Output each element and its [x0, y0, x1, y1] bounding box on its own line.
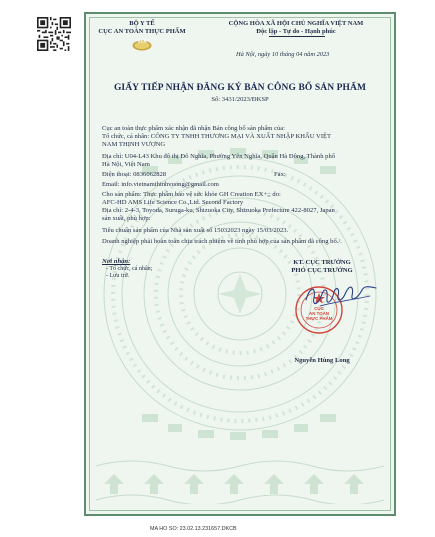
- document-code: MA HO SO: 23.02.13.231657.DKCB: [150, 526, 237, 532]
- stamp-text-middle: AN TOÀN: [309, 311, 329, 316]
- country-name: CỘNG HÒA XÃ HỘI CHỦ NGHĨA VIỆT NAM: [228, 20, 364, 27]
- decorative-band: [96, 454, 384, 504]
- certificate-frame: [84, 12, 396, 516]
- address-line-1: Địa chỉ: U04-L43 Khu đô thị Đô Nghĩa, Phường Yên Nghĩa, Quận Hà Đông, Thành phố: [102, 153, 336, 160]
- organization-line-2: NAM THỊNH VƯỢNG: [102, 141, 166, 148]
- motto: Độc lập - Tự do - Hạnh phúc: [256, 28, 336, 35]
- signer-role-2: PHÓ CỤC TRƯỞNG: [291, 267, 353, 274]
- signer-name: Nguyễn Hùng Long: [294, 357, 350, 364]
- intro-line: Cục an toàn thực phẩm xác nhận đã nhận Bản công bố sản phẩm của:: [102, 125, 286, 132]
- motto-underline: [269, 36, 325, 37]
- document-number: Số: 3431/2023/ĐKSP: [211, 96, 269, 103]
- address-line-2: Hà Nội, Việt Nam: [102, 161, 150, 168]
- manufacturer-line: AFC-HD AMS Life Science Co.,Ltd. Second Factory: [102, 199, 244, 206]
- agency-name: CỤC AN TOÀN THỰC PHẨM: [98, 28, 186, 35]
- qr-code-icon: [37, 17, 71, 51]
- manufacturer-address-line-2: sản xuất, phù hợp:: [102, 215, 151, 222]
- vfa-logo-text: VFA: [137, 39, 147, 45]
- place-date: Hà Nội, ngày 10 tháng 04 năm 2023: [236, 51, 330, 58]
- recipient-item: - Lưu trữ.: [106, 273, 130, 279]
- stamp-text-bottom: THỰC PHẨM: [305, 316, 333, 321]
- recipients-label: Nơi nhận:: [102, 258, 131, 265]
- document-title: GIẤY TIẾP NHẬN ĐĂNG KÝ BẢN CÔNG BỐ SẢN PHẨM: [113, 83, 367, 93]
- standard-line: Tiêu chuẩn sản phẩm của Nhà sản xuất số 15032023 ngày 15/03/2023.: [102, 227, 289, 234]
- phone-line: Điện thoại: 0836062828: [102, 171, 167, 178]
- vfa-logo: [132, 38, 152, 49]
- handwritten-signature: [300, 276, 380, 320]
- stamp-text-top: CỤC: [314, 306, 324, 311]
- recipient-item: - Tổ chức, cá nhân;: [106, 266, 153, 272]
- responsibility-line: Doanh nghiệp phải hoàn toàn chịu trách nhiệm về tính phù hợp của sản phẩm đã công bố./.: [102, 238, 342, 245]
- email-line: Email: info.vietnamthinhvuong@gmail.com: [102, 181, 219, 188]
- signer-role-1: KT. CỤC TRƯỞNG: [293, 259, 351, 266]
- fax-line: Fax:: [274, 171, 286, 178]
- ministry-name: BỘ Y TẾ: [129, 20, 155, 27]
- manufacturer-address-line-1: Địa chỉ: 2-4-3, Toyoda, Suruga-ku, Shizuoka City, Shizuoka Prefecture 422-8027, Japan: [102, 207, 335, 214]
- product-line: Cho sản phẩm: Thực phẩm bảo vệ sức khỏe GH Creation EX+;; do:: [102, 191, 281, 198]
- organization-line-1: Tổ chức, cá nhân: CÔNG TY TNHH THƯƠNG MẠI VÀ XUẤT NHẬP KHẨU VIỆT: [102, 133, 332, 140]
